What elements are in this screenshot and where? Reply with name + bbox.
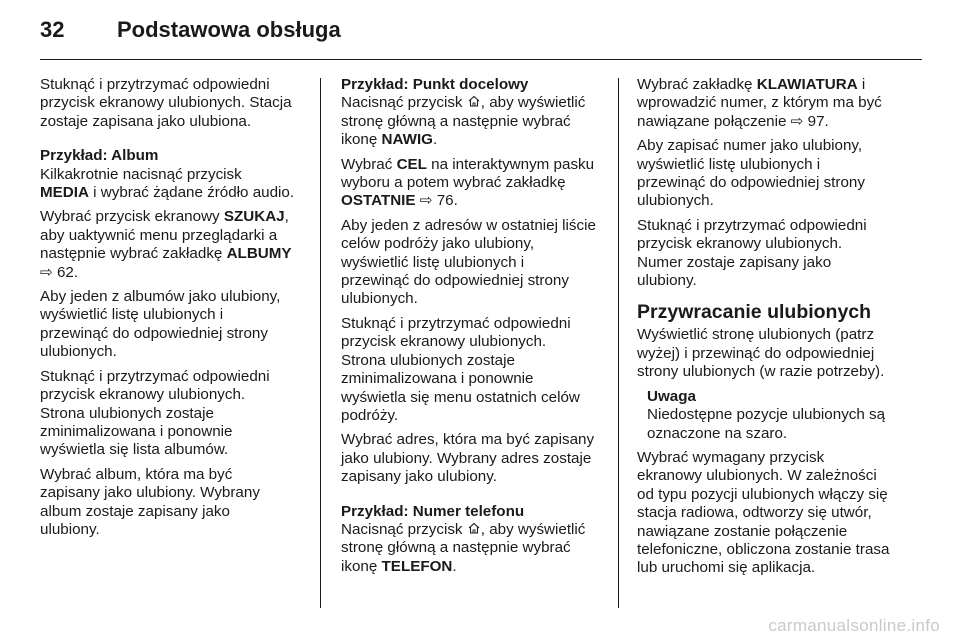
paragraph: Wybrać przycisk ekranowy SZUKAJ, aby uaktywnić menu przeglądarki a następnie wybrać zakładkę ALBUMY ⇨ 62. (40, 208, 292, 281)
arrow-right-icon: ⇨ (790, 112, 804, 130)
page-reference[interactable]: 76. (432, 192, 458, 210)
paragraph: Przykład: Punkt docelowy Nacisnąć przycisk , aby wyświetlić stronę główną a następnie wybrać ikonę NAWIG. (341, 76, 603, 150)
watermark: carmanualsonline.info (768, 616, 940, 635)
page-reference[interactable]: 62. (52, 263, 79, 281)
header-rule (40, 59, 922, 60)
paragraph: Stuknąć i przytrzymać odpowiedni przycisk ekranowy ulubionych. Strona ulubionych zostaje zminimalizowana i ponownie wyświetla się lista albumów. (40, 367, 270, 459)
paragraph: Wybrać wymagany przycisk ekranowy ulubionych. W zależności od typu pozycji ulubionych włączy się stacja radiowa, odtworzy się utwór, nawiązane zostanie połączenie telefoniczne, obliczona zostanie trasa lub uruchomi się aplikacja. (637, 448, 890, 577)
home-icon (467, 94, 481, 108)
page-reference[interactable]: 97. (803, 112, 829, 130)
example-heading: Przykład: Album (40, 147, 159, 165)
paragraph: Wybrać zakładkę KLAWIATURA i wprowadzić numer, z którym ma być nawiązane połączenie ⇨ 97. (637, 76, 882, 130)
arrow-right-icon: ⇨ (40, 263, 53, 281)
paragraph: Wyświetlić stronę ulubionych (patrz wyżej) i przewinąć do odpowiedniej strony ulubionych (w razie potrzeby). (637, 326, 885, 381)
column-2 (341, 76, 603, 582)
paragraph: Przykład: Numer telefonu Nacisnąć przycisk , aby wyświetlić stronę główną a następnie wybrać ikonę TELEFON. (341, 503, 603, 577)
page-title: Podstawowa obsługa (117, 17, 341, 42)
column-divider (320, 78, 321, 608)
example-heading: Przykład: Punkt docelowy (341, 76, 529, 93)
page-number: 32 (40, 17, 65, 42)
home-icon (467, 521, 481, 535)
section-heading: Przywracanie ulubionych (637, 301, 872, 324)
page-header (40, 17, 341, 49)
paragraph: Aby jeden z albumów jako ulubiony, wyświetlić listę ulubionych i przewinąć do odpowiedniej strony ulubionych. (40, 288, 281, 361)
arrow-right-icon: ⇨ (419, 192, 433, 210)
paragraph: Przykład: Album Kilkakrotnie nacisnąć przycisk MEDIA i wybrać żądane źródło audio. (40, 147, 308, 202)
column-3 (637, 76, 911, 584)
paragraph: Wybrać CEL na interaktywnym pasku wyboru a potem wybrać zakładkę OSTATNIE ⇨ 76. (341, 155, 595, 210)
paragraph: Stuknąć i przytrzymać odpowiedni przycisk ekranowy ulubionych. Stacja zostaje zapisana jako ulubiona. (40, 76, 292, 130)
note-label: Uwaga (647, 387, 696, 405)
example-heading: Przykład: Numer telefonu (341, 502, 525, 520)
column-1 (40, 76, 308, 545)
paragraph: Wybrać adres, która ma być zapisany jako ulubiony. Wybrany adres zostaje zapisany jako ulubiony. (341, 431, 595, 486)
paragraph: Stuknąć i przytrzymać odpowiedni przycisk ekranowy ulubionych. Numer zostaje zapisany jako ulubiony. (637, 216, 867, 290)
paragraph: Wybrać album, która ma być zapisany jako ulubiony. Wybrany album zostaje zapisany jako ulubiony. (40, 465, 260, 538)
paragraph: Aby zapisać numer jako ulubiony, wyświetlić listę ulubionych i przewinąć do odpowiedniej strony ulubionych. (637, 137, 865, 210)
paragraph: Stuknąć i przytrzymać odpowiedni przycisk ekranowy ulubionych. Strona ulubionych zostaje zminimalizowana i ponownie wyświetla się menu ostatnich celów podróży. (341, 314, 580, 424)
column-divider (618, 78, 619, 608)
paragraph: Aby jeden z adresów w ostatniej liście celów podróży jako ulubiony, wyświetlić listę ulubionych i przewinąć do odpowiedniej strony ulubionych. (341, 216, 596, 308)
note-box: Uwaga Niedostępne pozycje ulubionych są oznaczone na szaro. (637, 388, 911, 443)
